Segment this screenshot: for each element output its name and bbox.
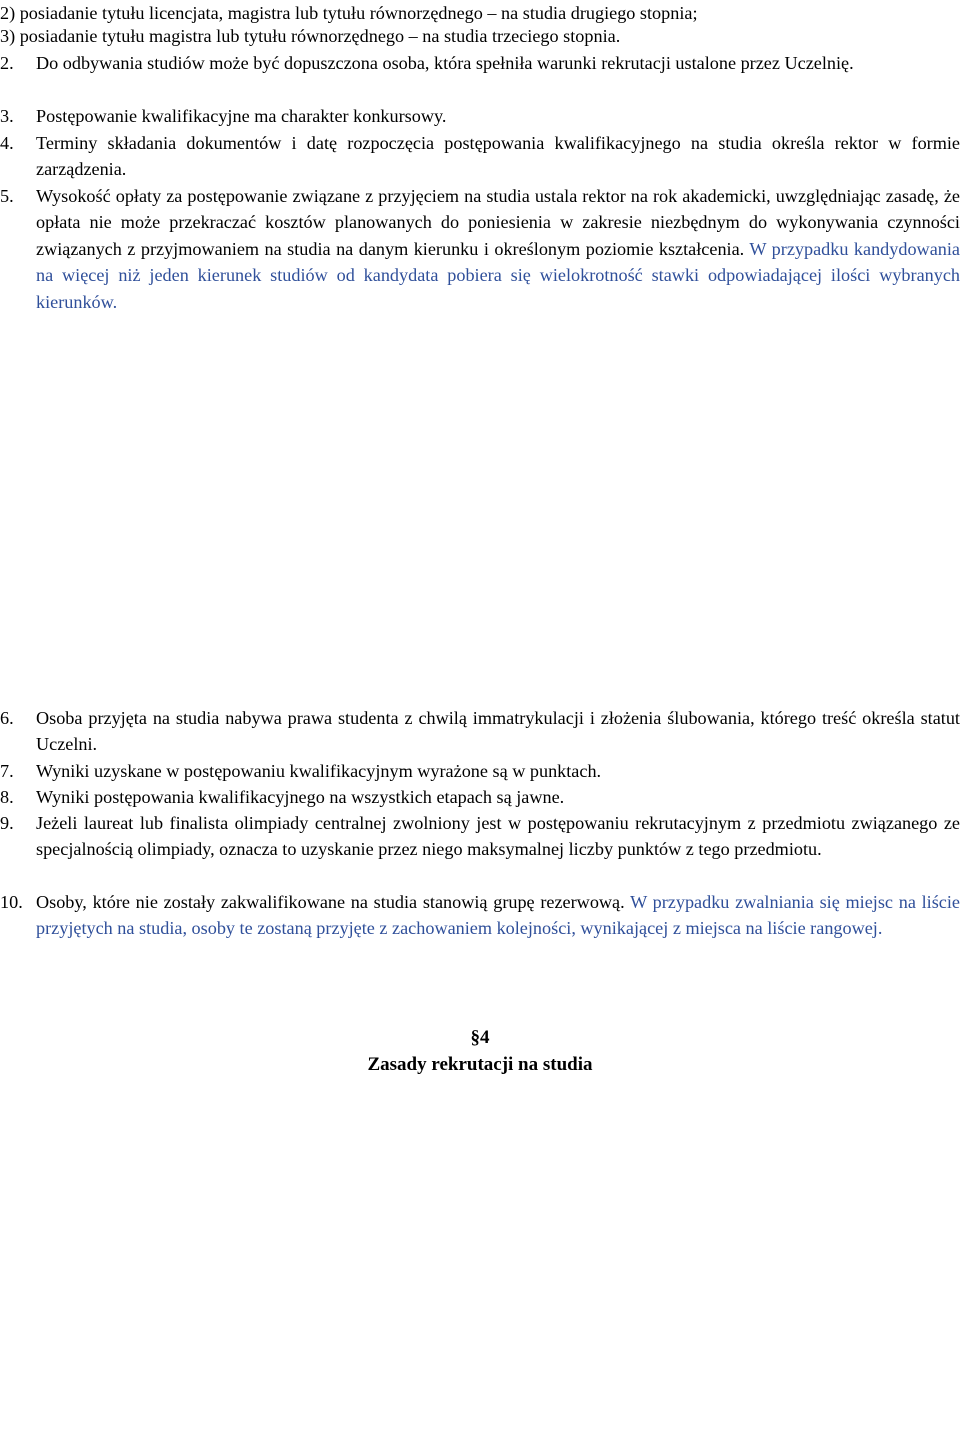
item-number: 9.: [0, 813, 14, 833]
top-line-2: 2) posiadanie tytułu licencjata, magistra lub tytułu równorzędnego – na studia drugiego stopnia;: [0, 3, 698, 23]
top-item-3: [0, 23, 960, 49]
item-text: Terminy składania dokumentów i datę rozpoczęcia postępowania kwalifikacyjnego na studia określa rektor w formie zarządzenia.: [36, 133, 960, 180]
item-text: [36, 889, 960, 942]
item-text: Postępowanie kwalifikacyjne ma charakter konkursowy.: [36, 106, 447, 126]
list-item-9: [0, 810, 960, 863]
item-text: [36, 183, 960, 315]
item-text: Osoba przyjęta na studia nabywa prawa studenta z chwilą immatrykulacji i złożenia ślubowania, którego treść określa statut Uczelni.: [36, 708, 960, 755]
list-item-7: [0, 758, 960, 784]
item-number: 4.: [0, 133, 14, 153]
item-number: 8.: [0, 787, 14, 807]
item-text: Do odbywania studiów może być dopuszczona osoba, która spełniła warunki rekrutacji ustalone przez Uczelnię.: [36, 53, 854, 73]
list-item-8: [0, 784, 960, 810]
item-number: 10.: [0, 892, 23, 912]
item-text-plain: Wysokość opłaty za postępowanie związane z przyjęciem na studia ustala rektor na rok akademicki, uwzględniając zasadę, że opłata nie może przekraczać kosztów planowanych do poniesienia w zakresie niezbędnym do wykonywania czynności związanych z przyjmowaniem na studia na danym kierunku i określonym poziomie kształcenia.: [36, 186, 960, 259]
item-text-plain: Osoby, które nie zostały zakwalifikowane na studia stanowią grupę rezerwową.: [36, 892, 625, 912]
top-line-3: 3) posiadanie tytułu magistra lub tytułu równorzędnego – na studia trzeciego stopnia.: [0, 26, 621, 46]
section-number: §4: [470, 1027, 490, 1048]
item-number: 5.: [0, 186, 14, 206]
item-number: 3.: [0, 106, 14, 126]
item-number: 2.: [0, 53, 14, 73]
list-item-a5: [0, 183, 960, 315]
item-text-blue: W przypadku zwalniania się miejsc na liście przyjętych na studia, osoby te zostaną przyjęte z zachowaniem kolejności, wynikającej z miejsca na liście rangowej.: [36, 892, 960, 939]
list-item-6: [0, 705, 960, 758]
list-item-a2: [0, 50, 960, 76]
list-item-a4: [0, 130, 960, 183]
item-text: Jeżeli laureat lub finalista olimpiady centralnej zwolniony jest w postępowaniu rekrutacyjnym z przedmiotu związanego ze specjalnością olimpiady, oznacza to uzyskanie przez niego maksymalnej liczby punktów z tego przedmiotu.: [36, 813, 960, 860]
item-text: Wyniki postępowania kwalifikacyjnego na wszystkich etapach są jawne.: [36, 787, 565, 807]
item-text: Wyniki uzyskane w postępowaniu kwalifikacyjnym wyrażone są w punktach.: [36, 761, 602, 781]
list-item-a3: [0, 103, 960, 129]
item-number: 7.: [0, 761, 14, 781]
item-text-blue: W przypadku kandydowania na więcej niż jeden kierunek studiów od kandydata pobiera się wielokrotność stawki odpowiadającej ilości wybranych kierunków.: [36, 238, 960, 312]
list-item-10: [0, 889, 960, 942]
item-number: 6.: [0, 708, 14, 728]
section-title: Zasady rekrutacji na studia: [367, 1054, 593, 1075]
